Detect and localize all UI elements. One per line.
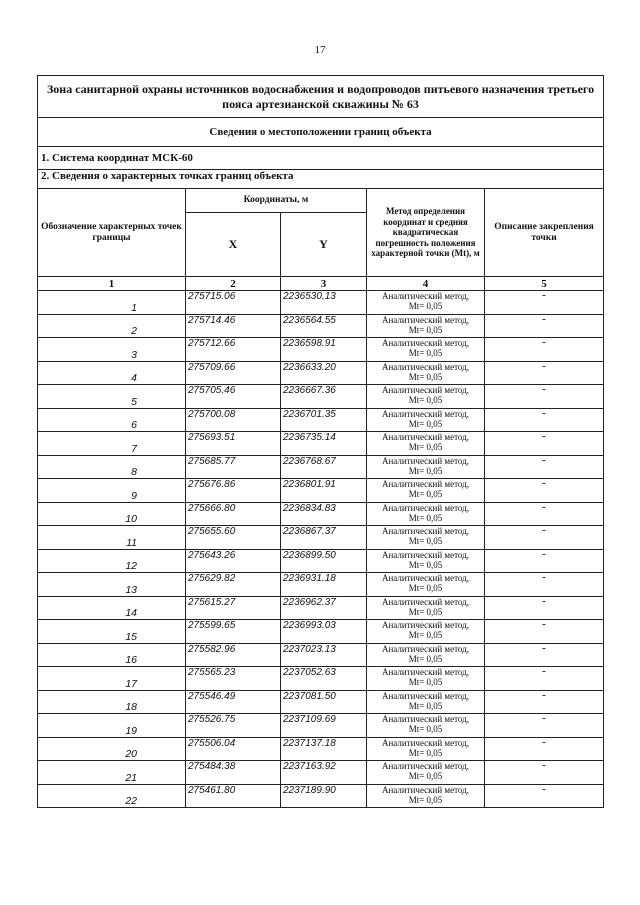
method-cell [367, 408, 485, 432]
method-name: Аналитический метод, [381, 455, 470, 466]
coordinate-x: 275484.38 [186, 761, 281, 785]
point-description: - [485, 643, 604, 667]
method-cell [367, 479, 485, 503]
coordinate-x: 275629.82 [186, 573, 281, 597]
method-accuracy: Mt= 0,05 [408, 418, 443, 429]
method-accuracy: Mt= 0,05 [408, 489, 443, 499]
method-name: Аналитический метод, [381, 502, 470, 513]
coordinate-x: 275546.49 [186, 690, 281, 714]
column-numbers-row [38, 277, 604, 291]
coordinate-y: 2236834.83 [281, 502, 367, 526]
method-cell [367, 573, 485, 597]
point-description: - [485, 526, 604, 550]
table-row [38, 479, 604, 503]
method-name: Аналитический метод, [381, 643, 470, 654]
coordinate-y: 2237163.92 [281, 761, 367, 785]
point-description: - [485, 291, 604, 315]
point-number: 2 [38, 314, 186, 338]
coordinate-x: 275709.66 [186, 361, 281, 385]
point-number: 19 [38, 714, 186, 738]
point-description: - [485, 338, 604, 362]
header-x: X [186, 213, 281, 277]
point-number: 20 [38, 737, 186, 761]
coordinate-y: 2237081.50 [281, 690, 367, 714]
coordinate-y: 2236667.36 [281, 385, 367, 409]
method-name: Аналитический метод, [381, 714, 470, 724]
point-description: - [485, 761, 604, 785]
method-name: Аналитический метод, [381, 573, 470, 583]
point-description: - [485, 784, 604, 808]
method-cell [367, 291, 485, 315]
coordinate-x: 275526.75 [186, 714, 281, 738]
coordinate-x: 275582.96 [186, 643, 281, 667]
point-description: - [485, 549, 604, 573]
coordinate-y: 2236931.18 [281, 573, 367, 597]
method-cell [367, 761, 485, 785]
column-number: 5 [485, 277, 604, 291]
method-cell [367, 338, 485, 362]
coordinate-y: 2237137.18 [281, 737, 367, 761]
point-number: 4 [38, 361, 186, 385]
coordinate-x: 275643.26 [186, 549, 281, 573]
coordinate-x: 275693.51 [186, 432, 281, 456]
point-number: 22 [38, 784, 186, 808]
coordinate-y: 2237023.13 [281, 643, 367, 667]
point-number: 15 [38, 620, 186, 644]
boundary-points-table [37, 75, 604, 808]
point-description: - [485, 667, 604, 691]
column-number: 4 [367, 277, 485, 291]
point-description: - [485, 408, 604, 432]
method-name: Аналитический метод, [381, 408, 470, 419]
method-accuracy: Mt= 0,05 [408, 724, 443, 734]
coordinate-y: 2236701.35 [281, 408, 367, 432]
table-row [38, 714, 604, 738]
point-number: 12 [38, 549, 186, 573]
point-description: - [485, 596, 604, 620]
method-cell [367, 690, 485, 714]
method-accuracy: Mt= 0,05 [408, 395, 443, 405]
coordinate-x: 275506.04 [186, 737, 281, 761]
method-accuracy: Mt= 0,05 [408, 747, 443, 758]
table-row [38, 385, 604, 409]
point-number: 14 [38, 596, 186, 620]
point-description: - [485, 737, 604, 761]
point-number: 9 [38, 479, 186, 503]
method-name: Аналитический метод, [381, 690, 470, 701]
header-coordinates: Координаты, м [186, 189, 367, 213]
method-cell [367, 549, 485, 573]
point-description: - [485, 385, 604, 409]
header-method: Метод определения координат и средняя квадратическая погрешность положения характерной точки (Mt), м [367, 189, 485, 277]
method-name: Аналитический метод, [381, 526, 470, 536]
method-cell [367, 526, 485, 550]
method-accuracy: Mt= 0,05 [408, 583, 443, 593]
method-accuracy: Mt= 0,05 [408, 348, 443, 358]
table-row [38, 338, 604, 362]
point-number: 6 [38, 408, 186, 432]
table-row [38, 502, 604, 526]
point-number: 18 [38, 690, 186, 714]
method-cell [367, 361, 485, 385]
method-name: Аналитический метод, [381, 432, 470, 442]
table-row [38, 291, 604, 315]
table-row [38, 573, 604, 597]
coordinate-x: 275705.46 [186, 385, 281, 409]
method-cell [367, 784, 485, 808]
method-accuracy: Mt= 0,05 [408, 606, 443, 617]
method-cell [367, 596, 485, 620]
method-name: Аналитический метод, [381, 314, 470, 325]
table-row [38, 667, 604, 691]
coordinate-x: 275461.80 [186, 784, 281, 808]
table-row [38, 784, 604, 808]
coordinate-x: 275714.46 [186, 314, 281, 338]
point-description: - [485, 714, 604, 738]
table-row [38, 526, 604, 550]
document-title: Зона санитарной охраны источников водоснабжения и водопроводов питьевого назначения третьего пояса артезианской скважины № 63 [38, 76, 604, 118]
method-cell [367, 737, 485, 761]
method-accuracy: Mt= 0,05 [408, 536, 443, 546]
table-row [38, 596, 604, 620]
method-accuracy: Mt= 0,05 [408, 677, 443, 687]
point-number: 1 [38, 291, 186, 315]
point-number: 7 [38, 432, 186, 456]
method-accuracy: Mt= 0,05 [408, 324, 443, 335]
point-number: 11 [38, 526, 186, 550]
method-name: Аналитический метод, [381, 596, 470, 607]
table-row [38, 690, 604, 714]
point-number: 17 [38, 667, 186, 691]
coordinate-x: 275712.66 [186, 338, 281, 362]
coordinate-x: 275685.77 [186, 455, 281, 479]
point-description: - [485, 502, 604, 526]
coordinate-y: 2236768.67 [281, 455, 367, 479]
method-name: Аналитический метод, [381, 361, 470, 372]
coordinate-y: 2236899.50 [281, 549, 367, 573]
method-accuracy: Mt= 0,05 [408, 442, 443, 452]
method-accuracy: Mt= 0,05 [408, 371, 443, 382]
coordinate-x: 275700.08 [186, 408, 281, 432]
point-number: 16 [38, 643, 186, 667]
coordinate-y: 2236962.37 [281, 596, 367, 620]
method-name: Аналитический метод, [381, 620, 470, 630]
coordinate-y: 2237189.90 [281, 784, 367, 808]
column-number: 2 [186, 277, 281, 291]
point-description: - [485, 314, 604, 338]
point-description: - [485, 690, 604, 714]
table-row [38, 620, 604, 644]
point-description: - [485, 620, 604, 644]
coordinate-x: 275599.65 [186, 620, 281, 644]
coordinate-y: 2237052.63 [281, 667, 367, 691]
point-number: 21 [38, 761, 186, 785]
coordinate-x: 275655.60 [186, 526, 281, 550]
method-name: Аналитический метод, [381, 737, 470, 748]
coordinate-y: 2237109.69 [281, 714, 367, 738]
method-name: Аналитический метод, [381, 784, 470, 795]
method-name: Аналитический метод, [381, 338, 470, 348]
method-accuracy: Mt= 0,05 [408, 794, 443, 805]
method-accuracy: Mt= 0,05 [408, 559, 443, 570]
point-description: - [485, 432, 604, 456]
point-number: 8 [38, 455, 186, 479]
point-description: - [485, 479, 604, 503]
point-number: 3 [38, 338, 186, 362]
table-row [38, 643, 604, 667]
section-title: Сведения о местоположении границ объекта [38, 118, 604, 147]
point-description: - [485, 455, 604, 479]
method-cell [367, 314, 485, 338]
method-cell [367, 432, 485, 456]
table-row [38, 761, 604, 785]
points-info-item: 2. Сведения о характерных точках границ объекта [38, 170, 604, 189]
table-row [38, 361, 604, 385]
method-cell [367, 714, 485, 738]
method-accuracy: Mt= 0,05 [408, 630, 443, 640]
method-name: Аналитический метод, [381, 291, 470, 301]
coordinate-y: 2236633.20 [281, 361, 367, 385]
method-cell [367, 455, 485, 479]
method-name: Аналитический метод, [381, 761, 470, 771]
coordinate-y: 2236530.13 [281, 291, 367, 315]
coordinate-y: 2236867.37 [281, 526, 367, 550]
header-y: Y [281, 213, 367, 277]
point-number: 5 [38, 385, 186, 409]
table-row [38, 432, 604, 456]
method-cell [367, 502, 485, 526]
method-name: Аналитический метод, [381, 479, 470, 489]
table-row [38, 737, 604, 761]
method-name: Аналитический метод, [381, 385, 470, 395]
method-cell [367, 620, 485, 644]
method-accuracy: Mt= 0,05 [408, 771, 443, 781]
method-cell [367, 643, 485, 667]
coordinate-y: 2236801.91 [281, 479, 367, 503]
page-number: 17 [314, 44, 326, 56]
method-name: Аналитический метод, [381, 549, 470, 560]
coordinate-x: 275676.86 [186, 479, 281, 503]
column-number: 1 [38, 277, 186, 291]
point-description: - [485, 361, 604, 385]
point-number: 10 [38, 502, 186, 526]
coordinate-y: 2236735.14 [281, 432, 367, 456]
point-description: - [485, 573, 604, 597]
header-point: Обозначение характерных точек границы [38, 189, 186, 277]
coordinate-system-item: 1. Система координат МСК-60 [38, 147, 604, 170]
method-name: Аналитический метод, [381, 667, 470, 677]
table-row [38, 549, 604, 573]
coordinate-x: 275666.80 [186, 502, 281, 526]
table-row [38, 408, 604, 432]
table-row [38, 455, 604, 479]
coordinate-y: 2236598.91 [281, 338, 367, 362]
header-description: Описание закрепления точки [485, 189, 604, 277]
method-accuracy: Mt= 0,05 [408, 465, 443, 476]
method-cell [367, 385, 485, 409]
point-number: 13 [38, 573, 186, 597]
method-cell [367, 667, 485, 691]
coordinate-x: 275565.23 [186, 667, 281, 691]
coordinate-y: 2236993.03 [281, 620, 367, 644]
table-row [38, 314, 604, 338]
coordinate-x: 275715.06 [186, 291, 281, 315]
coordinate-y: 2236564.55 [281, 314, 367, 338]
coordinate-x: 275615.27 [186, 596, 281, 620]
method-accuracy: Mt= 0,05 [408, 301, 443, 311]
column-number: 3 [281, 277, 367, 291]
method-accuracy: Mt= 0,05 [408, 512, 443, 523]
method-accuracy: Mt= 0,05 [408, 700, 443, 711]
method-accuracy: Mt= 0,05 [408, 653, 443, 664]
